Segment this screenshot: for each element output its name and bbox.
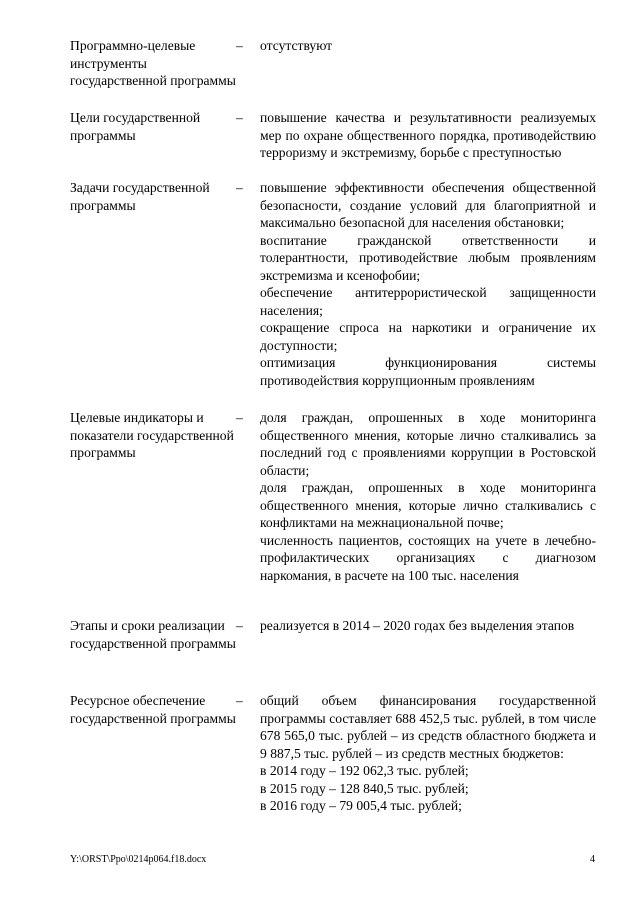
table-row: [70, 179, 596, 409]
row-paragraph: оптимизация функционирования системы противодействия коррупционным проявлениям: [260, 355, 596, 388]
row-paragraph: отсутствуют: [260, 38, 333, 53]
passport-table: [70, 37, 596, 815]
row-label: Задачи государственной программы: [70, 180, 210, 213]
row-paragraph: численность пациентов, состоящих на учете в лечебно-профилактических организациях с диагнозом наркомания, в расчете на 100 тыс. населения: [260, 532, 596, 583]
row-paragraph: в 2015 году – 128 840,5 тыс. рублей;: [260, 780, 469, 796]
row-label: Программно-целевые инструменты государственной программы: [70, 38, 236, 88]
row-paragraph: повышение эффективности обеспечения общественной безопасности, создание условий для благоприятной и максимально безопасной для населения обстановки;: [260, 180, 596, 230]
row-paragraph: в 2014 году – 192 062,3 тыс. рублей;: [260, 763, 469, 778]
row-paragraph: повышение качества и результативности реализуемых мер по охране общественного порядка, противодействию терроризму и экстремизму, борьбе с преступностью: [260, 110, 596, 160]
table-row: [70, 692, 596, 815]
row-dash: –: [236, 180, 243, 195]
footer-file-path: Y:\ORST\Ppo\0214p064.f18.docx: [70, 854, 207, 865]
row-paragraph: сокращение спроса на наркотики и ограничение их доступности;: [260, 320, 596, 353]
row-label: Этапы и сроки реализации государственной программы: [70, 618, 236, 651]
row-label: Целевые индикаторы и показатели государственной программы: [70, 410, 234, 460]
row-paragraph: воспитание гражданской ответственности и толерантности, противодействие любым проявлениям экстремизма и ксенофобии;: [260, 232, 596, 283]
row-content: [260, 409, 596, 617]
row-content: [260, 37, 596, 109]
row-paragraph: реализуется в 2014 – 2020 годах без выделения этапов: [260, 618, 575, 633]
page-number: 4: [590, 854, 595, 865]
row-label: Цели государственной программы: [70, 110, 201, 143]
row-paragraph: доля граждан, опрошенных в ходе мониторинга общественного мнения, которые лично сталкивались с конфликтами на межнациональной почве;: [260, 480, 596, 530]
row-label: Ресурсное обеспечение государственной программы: [70, 693, 236, 726]
row-dash: –: [236, 38, 243, 53]
row-content: [260, 179, 596, 409]
row-content: [260, 692, 596, 815]
row-dash: –: [236, 693, 243, 708]
row-content: [260, 617, 596, 692]
table-row: [70, 617, 596, 692]
row-content: [260, 109, 596, 179]
row-dash: –: [236, 618, 243, 633]
row-paragraph: общий объем финансирования государственной программы составляет 688 452,5 тыс. рублей, в том числе 678 565,0 тыс. рублей – из средств областного бюджета и 9 887,5 тыс. рублей – из средств местных бюджетов:: [260, 693, 596, 761]
row-dash: –: [236, 410, 243, 425]
table-row: [70, 109, 596, 179]
row-paragraph: доля граждан, опрошенных в ходе мониторинга общественного мнения, которые лично сталкивались за последний год с проявлениями коррупции в Ростовской области;: [260, 410, 596, 478]
row-paragraph: обеспечение антитеррористической защищенности населения;: [260, 285, 596, 318]
table-row: [70, 409, 596, 617]
table-row: [70, 37, 596, 109]
row-dash: –: [236, 110, 243, 125]
row-paragraph: в 2016 году – 79 005,4 тыс. рублей;: [260, 798, 462, 813]
